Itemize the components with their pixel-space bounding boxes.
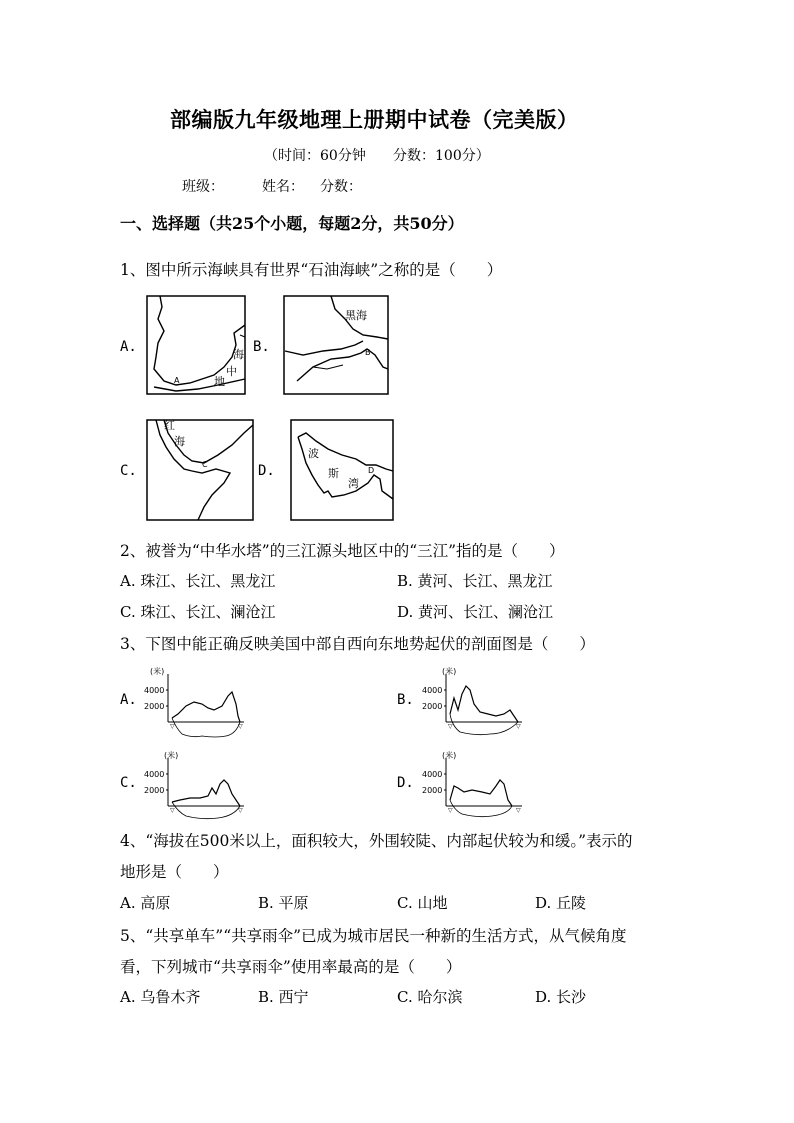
q3-option-d: D. — [397, 775, 414, 791]
q2-option-a: A. 珠江、长江、黑龙江 — [120, 572, 276, 590]
question-5-line-1: 5、“共享单车”“共享雨伞”已成为城市居民一种新的生活方式，从气候角度 — [120, 927, 627, 945]
profile-b-tick-2000: 2000 — [422, 702, 443, 711]
profile-a-unit: (米) — [150, 667, 165, 676]
q2-option-b: B. 黄河、长江、黑龙江 — [397, 572, 553, 590]
q5-option-d: D. 长沙 — [535, 988, 587, 1006]
profile-d-tick-4000: 4000 — [422, 770, 443, 779]
map-c-sea-2: 海 — [174, 435, 185, 448]
map-b-point: B — [365, 348, 371, 357]
section-heading: 一、选择题（共25个小题，每题2分，共50分） — [120, 214, 464, 233]
profile-b-tick-4000: 4000 — [422, 686, 443, 695]
q5-option-a: A. 乌鲁木齐 — [120, 988, 201, 1006]
profile-a-tick-4000: 4000 — [144, 686, 165, 695]
class-label: 班级： — [182, 179, 224, 195]
profile-a-tick-2000: 2000 — [144, 702, 165, 711]
map-b-sea: 黑海 — [345, 309, 367, 322]
q2-option-d: D. 黄河、长江、澜沧江 — [397, 603, 554, 621]
profile-c-tick-2000: 2000 — [144, 786, 165, 795]
question-3: 3、下图中能正确反映美国中部自西向东地势起伏的剖面图是（ ） — [120, 635, 595, 653]
map-c-mandeb — [146, 419, 254, 521]
q1-option-b: B. — [253, 339, 270, 355]
page-title: 部编版九年级地理上册期中试卷（完美版） — [170, 107, 579, 132]
map-a-point: A — [174, 376, 180, 385]
map-d-sea-3: 湾 — [348, 477, 359, 490]
map-a-sea-1: 海 — [233, 348, 244, 361]
question-1: 1、图中所示海峡具有世界“石油海峡”之称的是（ ） — [120, 261, 503, 279]
map-d-point: D — [368, 466, 375, 475]
profile-b — [420, 664, 526, 740]
map-d-sea-2: 斯 — [328, 467, 339, 480]
q1-option-c: C. — [120, 463, 137, 479]
q4-option-d: D. 丘陵 — [535, 894, 587, 912]
profile-c-unit: (米) — [164, 751, 179, 760]
svg-text:▽: ▽ — [170, 723, 175, 730]
q3-option-a: A. — [120, 692, 137, 708]
q4-option-c: C. 山地 — [397, 894, 448, 912]
map-a-sea-3: 地 — [214, 375, 225, 388]
q1-option-d: D. — [258, 463, 275, 479]
profile-c-tick-4000: 4000 — [144, 770, 165, 779]
map-a-sea-2: 中 — [226, 365, 237, 378]
q5-option-c: C. 哈尔滨 — [397, 988, 463, 1006]
map-c-point: C — [202, 460, 208, 469]
map-d-hormuz — [290, 419, 394, 521]
question-4-line-1: 4、“海拔在500米以上，面积较大，外围较陡、内部起伏较为和缓。”表示的 — [120, 832, 633, 850]
map-c-sea-1: 红 — [164, 419, 175, 432]
svg-text:▽: ▽ — [170, 807, 175, 814]
exam-score: 分数：100分） — [393, 148, 490, 164]
map-d-sea-1: 波 — [308, 447, 319, 460]
map-a-gibraltar — [146, 295, 246, 395]
svg-text:▽: ▽ — [238, 723, 243, 730]
map-b-bosporus — [283, 295, 389, 395]
q4-option-a: A. 高原 — [120, 894, 171, 912]
svg-text:▽: ▽ — [516, 807, 521, 814]
profile-a — [142, 664, 248, 740]
profile-c — [142, 748, 248, 824]
question-5-line-2: 看，下列城市“共享雨伞”使用率最高的是（ ） — [120, 958, 462, 976]
q1-option-a: A. — [120, 339, 137, 355]
profile-d-unit: (米) — [442, 751, 457, 760]
exam-time: （时间：60分钟 — [264, 148, 366, 164]
name-label: 姓名： — [262, 179, 304, 195]
q3-option-b: B. — [397, 692, 414, 708]
q3-option-c: C. — [120, 775, 137, 791]
profile-d-tick-2000: 2000 — [422, 786, 443, 795]
question-4-line-2: 地形是（ ） — [120, 863, 229, 881]
svg-text:▽: ▽ — [448, 723, 453, 730]
score-label: 分数： — [320, 179, 362, 195]
question-2: 2、被誉为“中华水塔”的三江源头地区中的“三江”指的是（ ） — [120, 542, 565, 560]
q5-option-b: B. 西宁 — [258, 988, 309, 1006]
svg-text:▽: ▽ — [448, 807, 453, 814]
profile-d — [420, 748, 526, 824]
profile-b-unit: (米) — [442, 667, 457, 676]
svg-text:▽: ▽ — [516, 723, 521, 730]
q4-option-b: B. 平原 — [258, 894, 309, 912]
q2-option-c: C. 珠江、长江、澜沧江 — [120, 603, 276, 621]
svg-text:▽: ▽ — [238, 807, 243, 814]
